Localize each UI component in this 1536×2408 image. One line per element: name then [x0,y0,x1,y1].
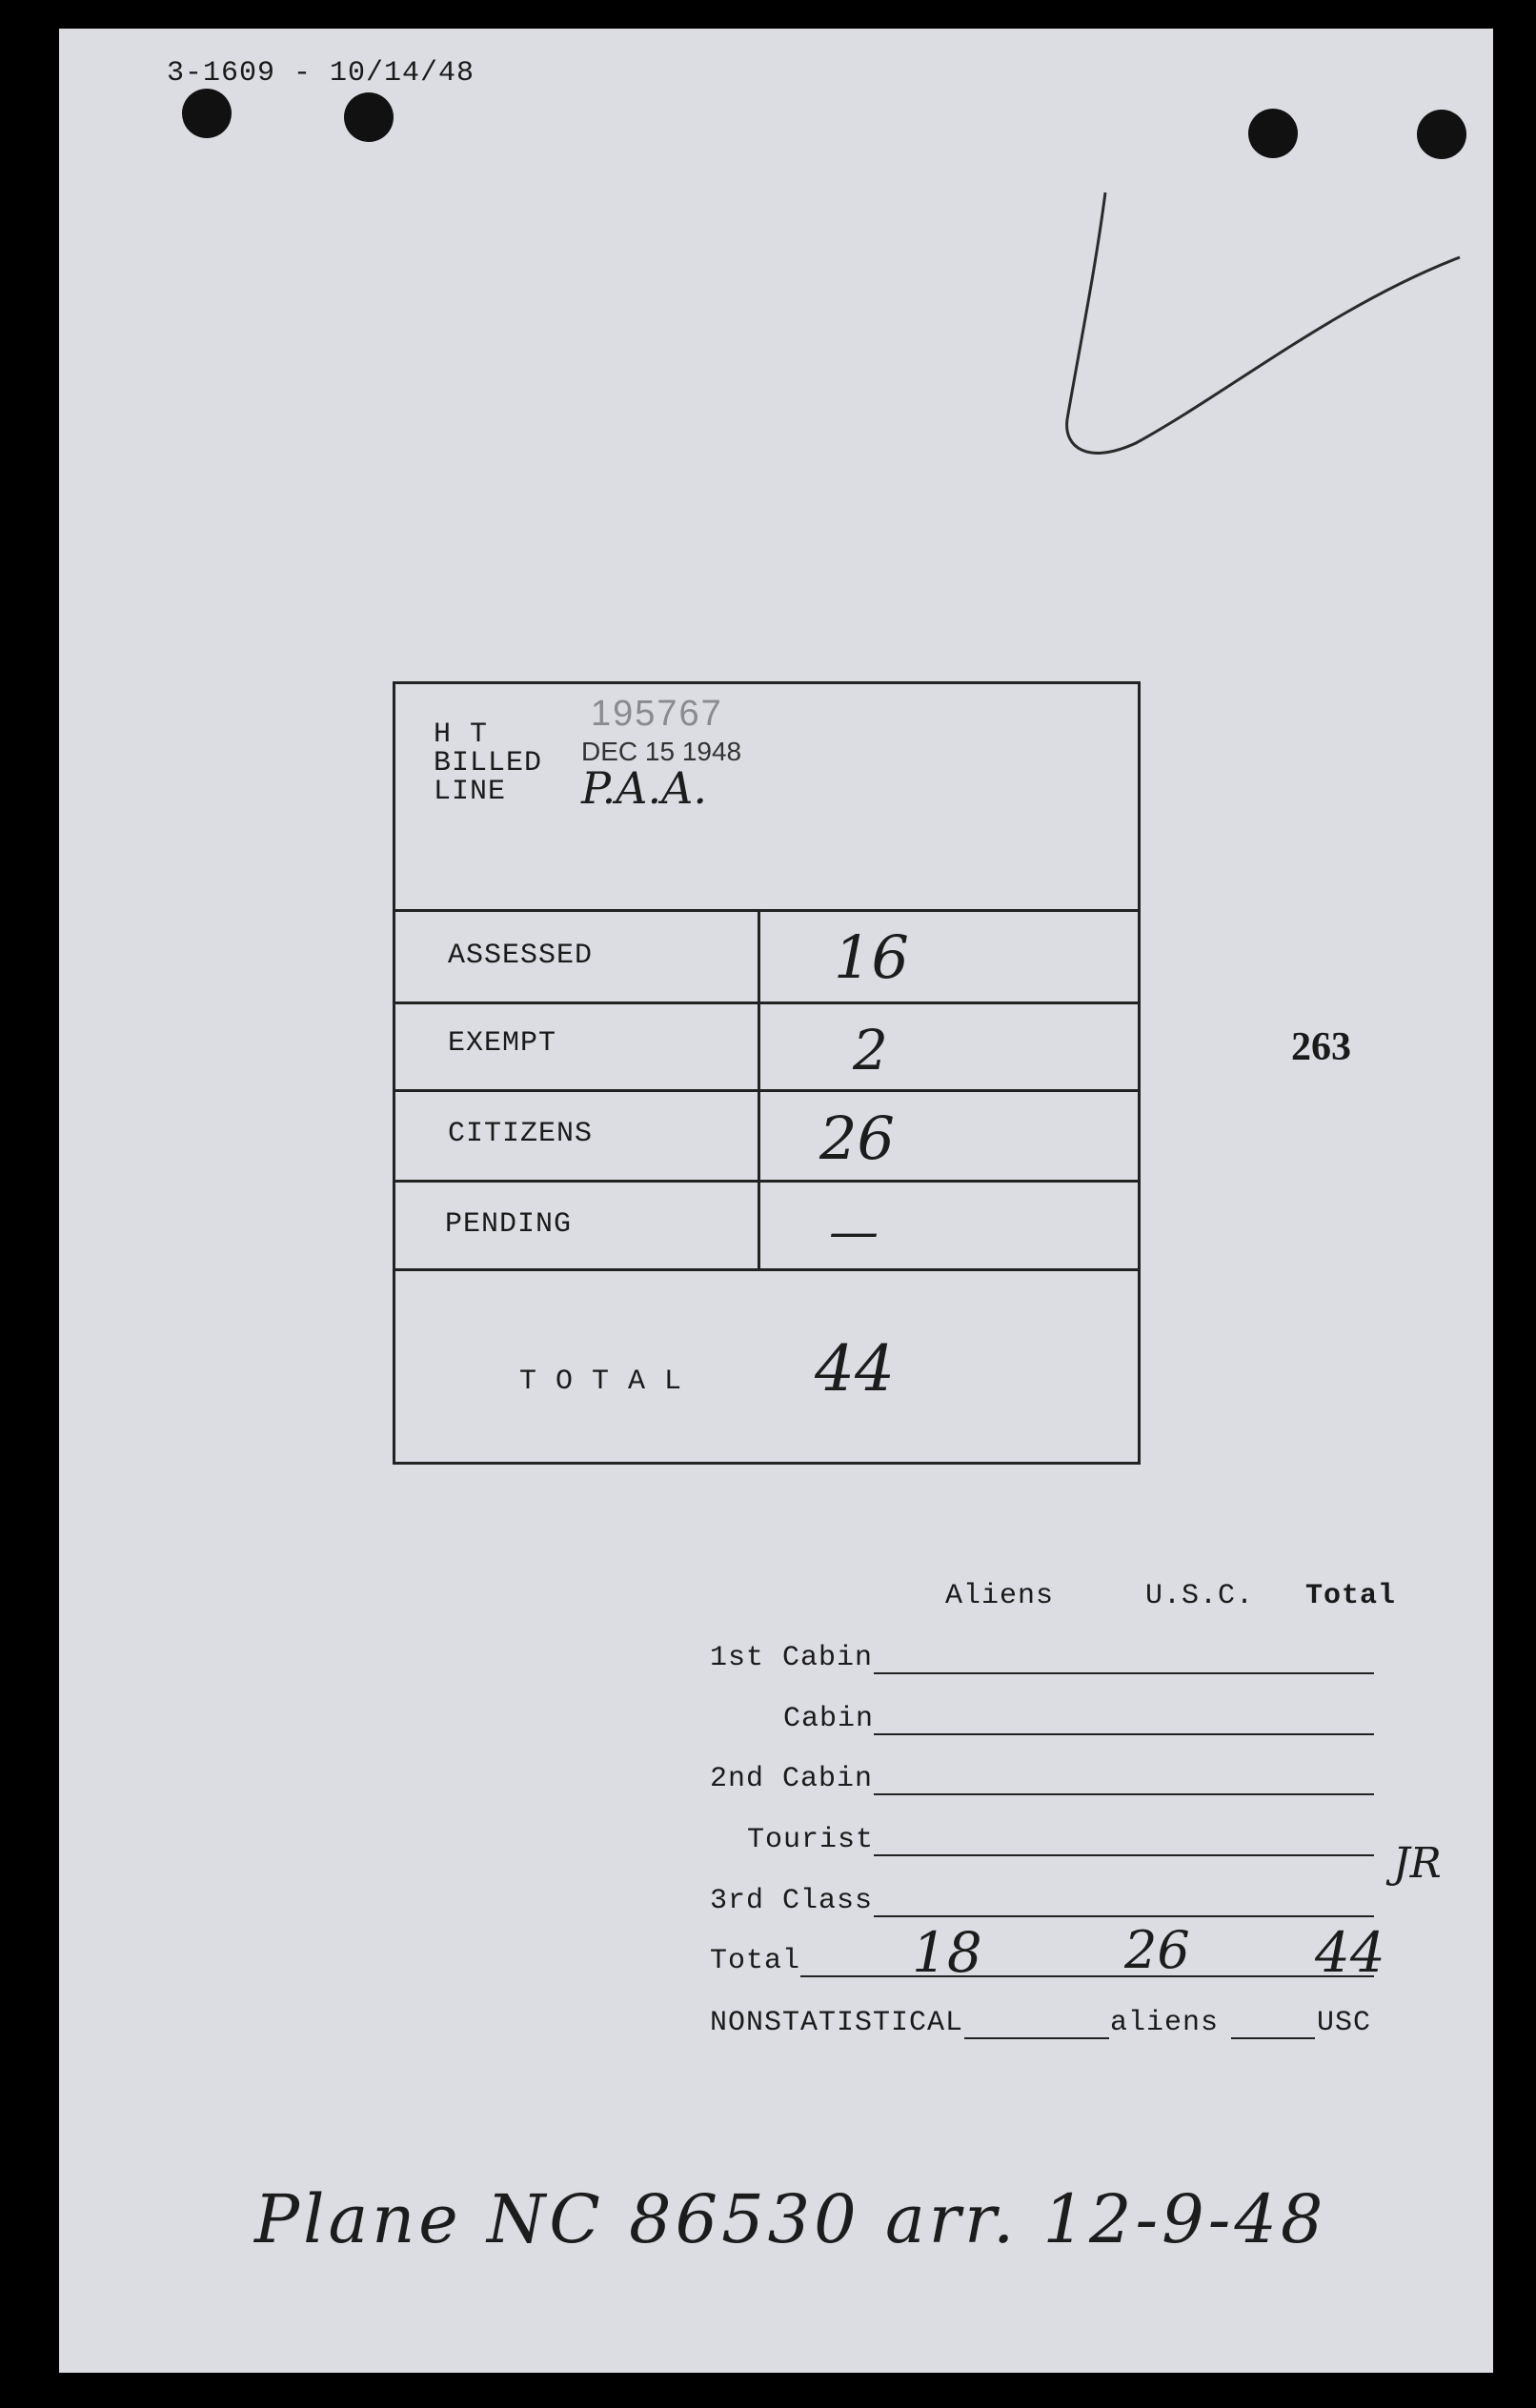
form-reference: 3-1609 - 10/14/48 [167,57,475,90]
box-header-labels [434,720,542,806]
stamp-number: 195767 [591,694,723,734]
row-value-pending: — [829,1204,879,1261]
divider [395,1002,1138,1004]
row-label-exempt: EXEMPT [448,1027,557,1060]
stamp-date: DEC 15 1948 [581,737,742,766]
divider [395,909,1138,912]
divider [395,1268,1138,1271]
blank-line [874,1733,1374,1735]
blank-line [874,1854,1374,1856]
total-total-value: 44 [1315,1920,1385,1985]
column-divider [758,911,760,1271]
initials: JR [1393,1839,1442,1888]
punch-hole [182,89,232,138]
nonstatistical-aliens-label: aliens [1110,2007,1220,2039]
row-value-exempt: 2 [853,1018,888,1083]
row-label-3rd-class: 3rd Class [710,1885,874,1917]
blank-line [800,1975,1374,1977]
line-value: P.A.A. [581,762,707,814]
header-line-line: LINE [434,776,507,808]
document-sheet [59,29,1493,2373]
row-label-citizens: CITIZENS [448,1118,594,1150]
page-number: 263 [1291,1025,1351,1069]
blank-line [874,1793,1374,1795]
total-aliens-value: 18 [912,1920,982,1985]
punch-hole [1417,110,1466,159]
blank-line [964,2037,1109,2039]
total-value: 44 [815,1332,895,1406]
billing-box [393,681,1141,1465]
row-value-assessed: 16 [834,922,909,992]
row-label-cabin: Cabin [783,1703,875,1735]
blank-line [1231,2037,1315,2039]
punch-hole [344,92,394,142]
row-label-pending: PENDING [445,1208,573,1241]
check-mark-icon [1021,162,1479,486]
nonstatistical-label: NONSTATISTICAL [710,2007,964,2039]
column-header-total: Total [1305,1580,1397,1612]
total-label: T O T A L [519,1366,683,1398]
row-value-citizens: 26 [819,1103,895,1173]
column-header-aliens: Aliens [945,1580,1055,1612]
row-label-assessed: ASSESSED [448,940,594,972]
header-line-ht: H T [434,718,489,751]
row-label-1st-cabin: 1st Cabin [710,1642,874,1674]
nonstatistical-usc-label: USC [1317,2007,1372,2039]
divider [395,1089,1138,1092]
row-label-tourist: Tourist [747,1824,875,1856]
blank-line [874,1915,1374,1917]
footer-note: Plane NC 86530 arr. 12-9-48 [254,2180,1327,2258]
divider [395,1180,1138,1183]
column-header-usc: U.S.C. [1145,1580,1255,1612]
total-usc-value: 26 [1124,1920,1190,1980]
punch-hole [1248,109,1298,158]
row-label-total: Total [710,1945,801,1977]
header-line-billed: BILLED [434,747,543,779]
blank-line [874,1672,1374,1674]
row-label-2nd-cabin: 2nd Cabin [710,1763,874,1795]
